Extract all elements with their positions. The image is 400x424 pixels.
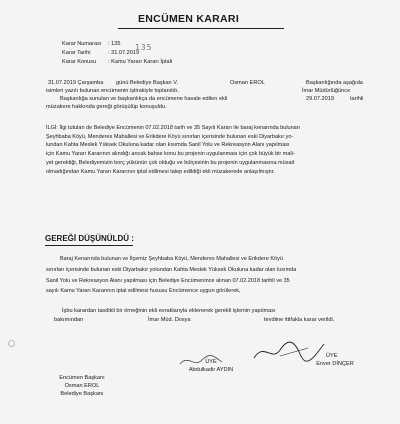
member1-signature-block <box>176 358 246 374</box>
intro-text-3: Başkanlığa sunulan ve başkanlıkça da encümene havale edilen ekli <box>60 96 228 102</box>
title-underline <box>118 28 284 29</box>
intro-text-2d: tarihli <box>350 96 364 102</box>
closing-line-1: İşbu karardan tasdikli bir örneğinin ekli evraklarıyla eklenerek gerekli işlemin yapılması <box>62 308 276 314</box>
intro-text-1a: günü Belediye Başkan V. <box>116 80 178 86</box>
ilgi-line: lundan Kahta Meslek Yüksek Okuluna kadar olan kısımda Sanil Yolu ve Rekreasyon Alanı yapılması <box>46 142 290 149</box>
document-title: ENCÜMEN KARARI <box>138 13 240 25</box>
ilgi-line: yet gerektiği, Belediyemizin borç yükünün çok olduğu ve bütçesinin bu projenin uygulanmasına müsait <box>46 159 295 166</box>
intro-text-4: müzakere hakkında gereği görüşülüp konuşuldu. <box>46 104 167 110</box>
closing-line-2b: İmar Müd. Dosya <box>148 317 191 323</box>
intro-chair-name: Osman EROL <box>230 80 265 86</box>
decision-number-stamp: 135 <box>135 43 153 52</box>
intro-text-2a: isimleri yazılı bulunan encümenin iştirakiyle toplanıldı. <box>46 88 179 94</box>
chair-role: Encümen Başkanı <box>59 375 105 381</box>
decision-subject-value: : Kamu Yararı Kararı İptali <box>108 59 173 65</box>
ilgi-line: İLGİ: İlgi tutulan de Belediye Encümenin 07.02.2018 tarih ve 35 Sayılı Kararı ile baraj kenarında bulunan <box>46 125 300 131</box>
decision-subject-label: Karar Konusu <box>62 59 97 65</box>
intro-text-1c: Başkanlığında aşağıda <box>306 80 363 86</box>
chair-signature-block <box>52 374 112 398</box>
member2-role: ÜYE <box>326 353 338 359</box>
decision-line: sayılı Kamu Yararı Kararının iptal edilmesi hususu Encümence uygun görülerek, <box>46 288 241 295</box>
chair-name: Osman EROL <box>64 383 100 389</box>
decision-line: Sanil Yolu ve Rekreasyon Alanı yapılması için Belediye Encümenince alınan 07.02.2018 tarihli ve 35 <box>46 277 290 284</box>
member2-name: Enver DİNÇER <box>316 361 354 367</box>
decision-date-label: Karar Tarihi <box>62 50 91 56</box>
intro-date: 31.07.2019 Çarşamba <box>48 80 104 86</box>
ilgi-line: için Kamu Yararı Kararının alındığı ancak bahse konu bu projenin uygulanması için çok büyük bir mali- <box>46 151 295 158</box>
decision-line: Baraj Kenarında bulunan ve İlçemiz Şeyhbaba Köyü, Menderes Mahallesi ve Erikdere Köyü <box>60 256 283 262</box>
ilgi-line: Şeyhbaba Köyü, Menderes Mahallesi ve Erikdere Köyü sınırları içerisinde bulunan eski Diyarbakır yo- <box>46 133 294 140</box>
section-heading-underline <box>45 245 133 246</box>
section-heading: GEREĞİ DÜŞÜNÜLDÜ : <box>45 234 134 243</box>
decision-line: sınırları içerisinde bulunan eski Diyarbakır yolundan Kahta Meslek Yüksek Okuluna kadar olan kısımda <box>46 266 297 273</box>
decision-number-label: Karar Numarası <box>62 41 102 47</box>
decision-date-value: : 31.07.2019 <box>108 50 140 56</box>
member2-signature-block <box>300 352 370 368</box>
chair-title: Belediye Başkanı <box>60 391 104 397</box>
decision-number-value: : 135 <box>108 41 121 47</box>
decision-paragraph <box>46 254 296 297</box>
member1-name: Abdulkadir AYDIN <box>188 367 234 373</box>
closing-line-2c: tevdiine ittifakla karar verildi. <box>264 317 335 323</box>
member1-role: ÜYE <box>205 359 217 365</box>
scan-hole-mark <box>8 340 15 347</box>
ilgi-paragraph <box>46 124 300 176</box>
intro-text-2b: İmar Müdürlüğünce <box>302 88 351 94</box>
intro-text-2c: 29.07.2019 <box>306 96 334 102</box>
closing-line-2a: bakımından <box>54 317 84 323</box>
ilgi-line: olmadığından Kamu Yararı Kararının iptal edilmesi talep edildiği ekli müzakerede anlaşılmıştır. <box>46 168 275 175</box>
